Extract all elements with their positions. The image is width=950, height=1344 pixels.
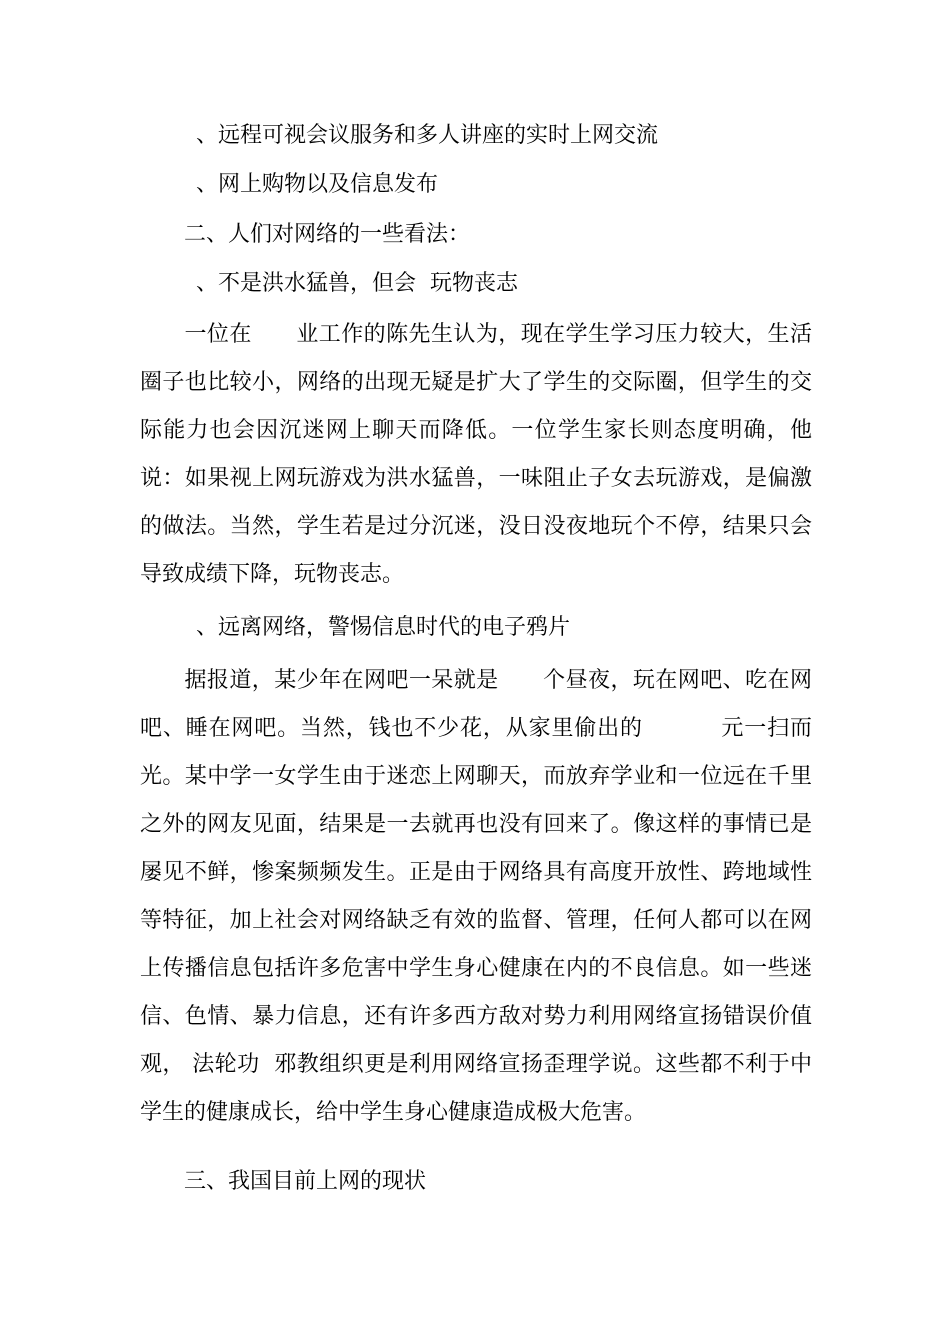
- paragraph-report: [140, 657, 812, 1137]
- paragraph-text: 一位在 业工作的陈先生认为，现在学生学习压力较大，生活圈子也比较小，网络的出现无疑是扩大了学生的交际圈，但学生的交际能力也会因沉迷网上聊天而降低。一位学生家长则态度明确，他说：如果视上网玩游戏为洪水猛兽，一味阻止子女去玩游戏，是偏激的做法。当然，学生若是过分沉迷，没日没夜地玩个不停，结果只会导致成绩下降，玩物丧志。: [140, 322, 812, 587]
- subheading-not-monster: 、不是洪水猛兽，但会 玩物丧志: [196, 271, 518, 296]
- subheading-electronic-opium: 、远离网络，警惕信息时代的电子鸦片: [196, 615, 571, 640]
- section-heading-views: 二、人们对网络的一些看法：: [184, 222, 471, 247]
- list-item-remote-meeting: 、远程可视会议服务和多人讲座的实时上网交流: [196, 123, 659, 148]
- paragraph-text: 据报道，某少年在网吧一呆就是 个昼夜，玩在网吧、吃在网吧、睡在网吧。当然，钱也不少花，从家里偷出的 元一扫而光。某中学一女学生由于迷恋上网聊天，而放弃学业和一位远在千里之外的网友见面，结果是一去就再也没有回来了。像这样的事情已是屡见不鲜，惨案频频发生。正是由于网络具有高度开放性、跨地域性等特征，加上社会对网络缺乏有效的监督、管理，任何人都可以在网上传播信息包括许多危害中学生身心健康在内的不良信息。如一些迷信、色情、暴力信息，还有许多西方敌对势力利用网络宣扬错误价值观， 法轮功 邪教组织更是利用网络宣扬歪理学说。这些都不利于中学生的健康成长，给中学生身心健康造成极大危害。: [140, 668, 812, 1125]
- section-heading-current-status: 三、我国目前上网的现状: [184, 1169, 427, 1194]
- list-item-online-shopping: 、网上购物以及信息发布: [196, 172, 439, 197]
- paragraph-chen-opinion: [140, 311, 812, 599]
